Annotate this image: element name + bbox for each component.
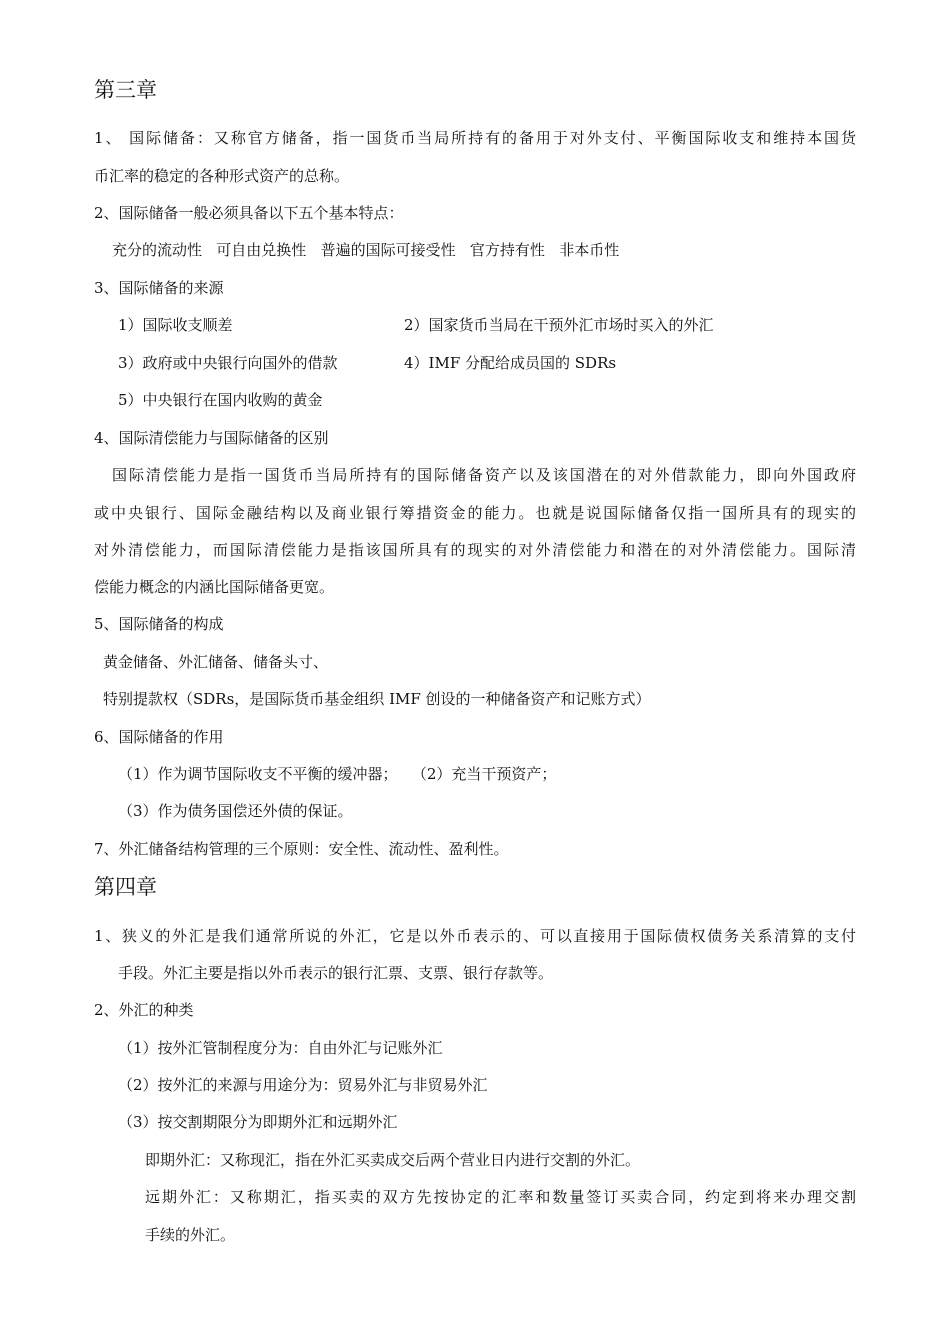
ch4-item1-line2: 手段。外汇主要是指以外币表示的银行汇票、支票、银行存款等。 [118, 964, 554, 982]
ch3-source-3: 3）政府或中央银行向国外的借款 [118, 354, 338, 372]
ch3-item5-line1: 黄金储备、外汇储备、储备头寸、 [103, 653, 329, 671]
ch3-item7: 7、外汇储备结构管理的三个原则：安全性、流动性、盈利性。 [94, 840, 509, 858]
ch3-source-2: 2）国家货币当局在干预外汇市场时买入的外汇 [404, 316, 714, 334]
ch4-item2-heading: 2、外汇的种类 [94, 1001, 194, 1019]
ch3-item1-line1: 1、 国际储备：又称官方储备，指一国货币当局所持有的备用于对外支付、平衡国际收支和维持本国货 [94, 129, 856, 147]
ch3-item6-heading: 6、国际储备的作用 [94, 728, 224, 746]
chapter-3-title: 第三章 [94, 78, 157, 102]
ch4-item1-line1: 1、狭义的外汇是我们通常所说的外汇，它是以外币表示的、可以直接用于国际债权债务关系清算的支付 [94, 927, 856, 945]
ch3-item6-line1: （1）作为调节国际收支不平衡的缓冲器； （2）充当干预资产； [118, 765, 557, 783]
ch3-item4-para-line4: 偿能力概念的内涵比国际储备更宽。 [94, 578, 335, 596]
ch4-forward-definition-line2: 手续的外汇。 [145, 1226, 236, 1244]
ch3-source-1: 1）国际收支顺差 [118, 316, 233, 334]
ch3-item4-heading: 4、国际清偿能力与国际储备的区别 [94, 429, 329, 447]
chapter-4-title: 第四章 [94, 875, 157, 899]
ch3-item6-line2: （3）作为债务国偿还外债的保证。 [118, 802, 353, 820]
ch3-item4-para-line2: 或中央银行、国际金融结构以及商业银行筹措资金的能力。也就是说国际储备仅指一国所具有的现实的 [94, 504, 856, 522]
ch3-item2-heading: 2、国际储备一般必须具备以下五个基本特点： [94, 204, 404, 222]
ch3-item4-para-line1: 国际清偿能力是指一国货币当局所持有的国际储备资产以及该国潜在的对外借款能力，即向外国政府 [112, 466, 856, 484]
ch3-item5-heading: 5、国际储备的构成 [94, 615, 224, 633]
ch4-kind-3: （3）按交割期限分为即期外汇和远期外汇 [118, 1113, 398, 1131]
ch3-item4-para-line3: 对外清偿能力，而国际清偿能力是指该国所具有的现实的对外清偿能力和潜在的对外清偿能力。国际清 [94, 541, 856, 559]
ch3-item3-heading: 3、国际储备的来源 [94, 279, 224, 297]
ch3-item2-features: 充分的流动性 可自由兑换性 普遍的国际可接受性 官方持有性 非本币性 [112, 241, 620, 259]
ch3-source-4: 4）IMF 分配给成员国的 SDRs [404, 354, 617, 372]
ch3-source-5: 5）中央银行在国内收购的黄金 [118, 391, 323, 409]
ch4-kind-2: （2）按外汇的来源与用途分为：贸易外汇与非贸易外汇 [118, 1076, 488, 1094]
ch3-item1-line2: 币汇率的稳定的各种形式资产的总称。 [94, 167, 350, 185]
ch4-forward-definition-line1: 远期外汇：又称期汇，指买卖的双方先按协定的汇率和数量签订买卖合同，约定到将来办理交割 [145, 1188, 856, 1206]
ch3-item5-line2: 特别提款权（SDRs，是国际货币基金组织 IMF 创设的一种储备资产和记账方式） [103, 690, 651, 708]
ch4-spot-definition: 即期外汇：又称现汇，指在外汇买卖成交后两个营业日内进行交割的外汇。 [145, 1151, 641, 1169]
ch4-kind-1: （1）按外汇管制程度分为：自由外汇与记账外汇 [118, 1039, 443, 1057]
